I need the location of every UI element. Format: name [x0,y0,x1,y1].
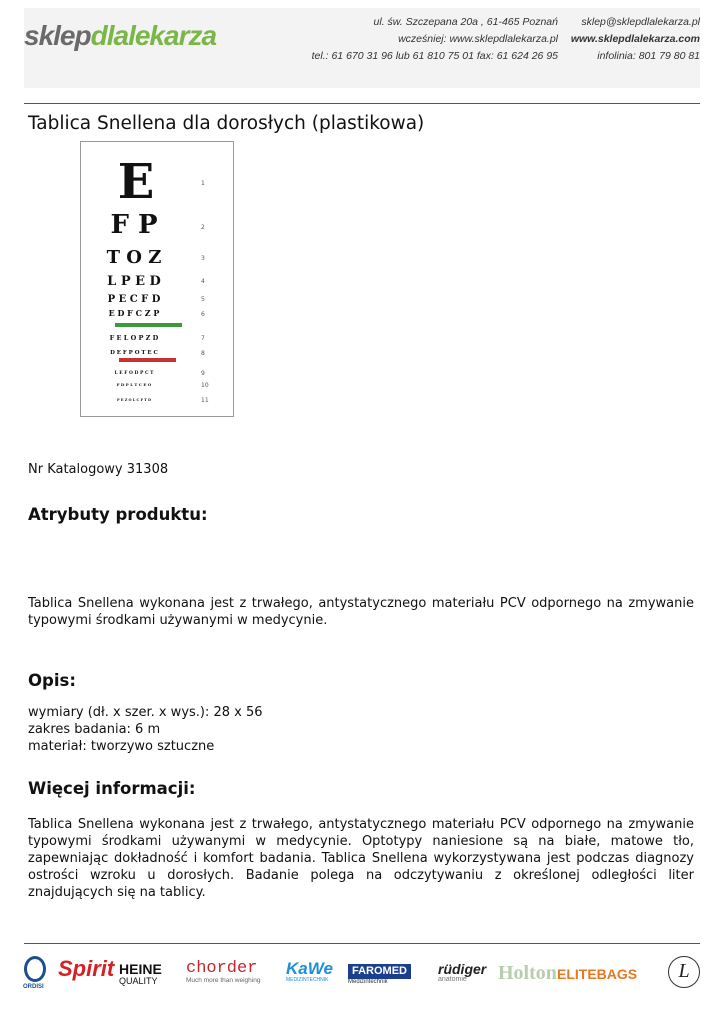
heine-logo[interactable] [119,962,162,986]
rudiger-logo[interactable] [438,962,486,983]
header-website[interactable]: www.sklepdlalekarza.com [570,33,700,45]
chart-row-number-4: 4 [201,278,205,285]
faromed-logo[interactable] [348,964,411,985]
heine-label: HEINE [119,961,162,977]
chorder-sub-label: Much more than weighing [186,977,261,984]
chart-row-number-1: 1 [201,180,205,187]
description-material: materiał: tworzywo sztuczne [28,739,215,754]
kawe-sub-label: MEDIZINTECHNIK [286,977,329,983]
chart-row-7: F E L O P Z D [109,334,159,342]
page-header [24,8,700,88]
chorder-label: chorder [186,959,258,978]
header-divider [24,103,700,104]
chart-row-number-3: 3 [201,255,205,262]
snellen-chart-image [80,141,234,417]
shop-logo[interactable] [24,20,216,52]
chart-row-number-6: 6 [201,311,205,318]
chart-row-number-2: 2 [201,224,205,231]
holton-logo[interactable]: Holton [498,962,557,984]
rudiger-label: rüdiger [438,961,487,977]
faromed-label: FAROMED [348,964,411,979]
header-email[interactable]: sklep@sklepdlalekarza.pl [581,16,700,28]
rudiger-sub-label: anatomie [438,976,467,983]
catalog-number: Nr Katalogowy 31308 [28,462,169,477]
chart-red-line [119,358,176,362]
description-dimensions: wymiary (dł. x szer. x wys.): 28 x 56 [28,705,263,720]
header-address: ul. św. Szczepana 20a , 61-465 Poznań [373,16,558,28]
spirit-logo[interactable]: Spirit [58,956,115,981]
logo-text-lekarza: lekarza [128,20,217,51]
chart-row-11: P E Z O L C F T D [116,398,152,402]
header-formerly: wcześniej: www.sklepdlalekarza.pl [398,33,558,45]
header-contact-info [312,14,558,65]
header-online-info [571,14,700,65]
chart-row-10: F D P L T C E O [116,382,152,387]
littmann-logo[interactable] [668,956,700,988]
chart-row-5: P E C F D [107,294,161,305]
ordisi-logo[interactable] [24,954,48,994]
description-range: zakres badania: 6 m [28,722,161,737]
footer-divider [24,943,700,944]
chart-row-4: L P E D [107,274,161,289]
chart-row-3: T O Z [106,247,162,268]
chart-row-number-8: 8 [201,350,205,357]
chart-row-number-10: 10 [201,382,209,389]
kawe-logo[interactable] [286,960,333,983]
description-heading: Opis: [28,671,76,690]
littmann-l-icon: L [678,960,690,982]
chart-row-1: E [117,154,155,210]
chart-row-number-7: 7 [201,335,205,342]
heine-sub-label: QUALITY [119,976,158,986]
kawe-label: KaWe [286,959,333,978]
logo-text-sklep: sklep [24,20,91,51]
chart-row-9: L E F O D P C T [114,371,154,376]
chart-row-number-11: 11 [201,397,209,404]
chart-row-6: E D F C Z P [108,308,160,318]
elitebags-logo[interactable]: ELITEBAGS [557,966,638,982]
attributes-text: Tablica Snellena wykonana jest z trwałego, antystatycznego materiału PCV odpornego na zmywanie typowymi środkami używanymi w medycynie. [28,596,694,628]
faromed-sub-label: Medizintechnik [348,979,388,985]
attributes-heading: Atrybuty produktu: [28,505,208,524]
ordisi-circle-icon [24,956,46,982]
chart-row-2: F P [110,210,158,240]
header-infoline: infolinia: 801 79 80 81 [597,50,700,62]
ordisi-label: ORDISI [23,984,44,990]
product-title: Tablica Snellena dla dorosłych (plastikowa) [28,113,425,134]
more-info-text: Tablica Snellena wykonana jest z trwałego, antystatycznego materiału PCV odpornego na zmywanie typowymi środkami używanymi w medycynie. Optotypy naniesione są na białe, matowe tło, zapewniając dokładność i komfort badania. Tablica Snellena wykorzystywana jest podczas diagnozy ostrości wzroku u dorosłych. Badanie polega na odczytywaniu z określonej odległości liter znajdujących się na tablicy. [28,817,694,900]
chart-green-line [115,323,182,327]
chart-row-8: D E F P O T E C [110,350,158,356]
more-info-heading: Więcej informacji: [28,779,196,798]
brand-logos-bar [24,952,700,1000]
chorder-logo[interactable] [186,960,260,984]
header-phones: tel.: 61 670 31 96 lub 61 810 75 01 fax: 61 624 26 95 [311,50,558,62]
chart-row-number-9: 9 [201,370,205,377]
chart-row-number-5: 5 [201,296,205,303]
logo-text-dla: dla [90,20,129,51]
